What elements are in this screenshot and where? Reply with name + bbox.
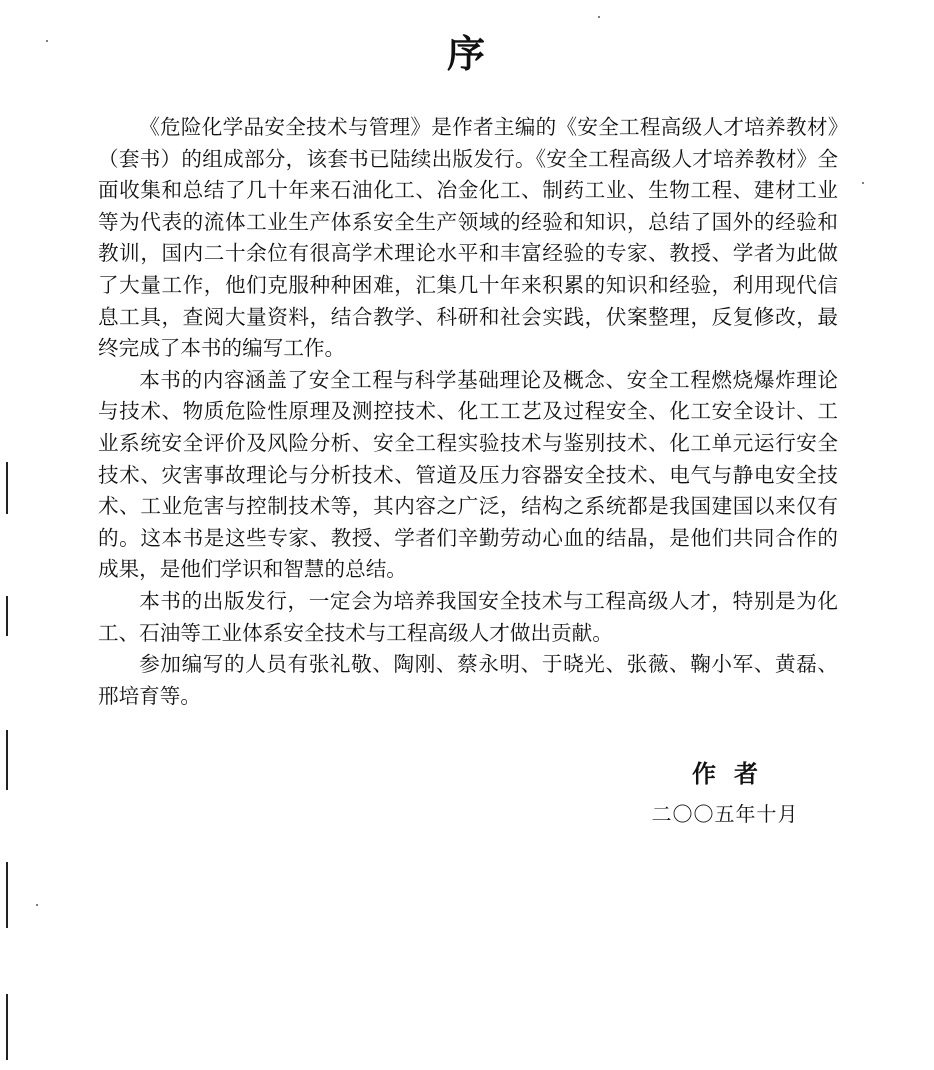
scan-edge-mark (6, 596, 8, 636)
scan-edge-mark (6, 462, 8, 514)
paragraph-1: 《危险化学品安全技术与管理》是作者主编的《安全工程高级人才培养教材》（套书）的组成部分，该套书已陆续出版发行。《安全工程高级人才培养教材》全面收集和总结了几十年来石油化工、冶金化工、制药工业、生物工程、建材工业等为代表的流体工业生产体系安全生产领域的经验和知识，总结了国外的经验和教训，国内二十余位有很高学术理论水平和丰富经验的专家、教授、学者为此做了大量工作，他们克服种种困难，汇集几十年来积累的知识和经验，利用现代信息工具，查阅大量资料，结合教学、科研和社会实践，伏案整理，反复修改，最终完成了本书的编写工作。 (98, 115, 838, 361)
preface-body (98, 112, 838, 712)
scan-edge-mark (6, 862, 8, 928)
scan-speck (598, 16, 600, 18)
paragraph-2: 本书的内容涵盖了安全工程与科学基础理论及概念、安全工程燃烧爆炸理论与技术、物质危险性原理及测控技术、化工工艺及过程安全、化工安全设计、工业系统安全评价及风险分析、安全工程实验技术与鉴别技术、化工单元运行安全技术、灾害事故理论与分析技术、管道及压力容器安全技术、电气与静电安全技术、工业危害与控制技术等，其内容之广泛，结构之系统都是我国建国以来仅有的。这本书是这些专家、教授、学者们辛勤劳动心血的结晶，是他们共同合作的成果，是他们学识和智慧的总结。 (98, 367, 838, 582)
scan-speck (36, 904, 38, 906)
signature-author: 作者 (692, 759, 776, 788)
paragraph-3: 本书的出版发行，一定会为培养我国安全技术与工程高级人才，特别是为化工、石油等工业体系安全技术与工程高级人才做出贡献。 (98, 588, 838, 645)
scan-edge-mark (6, 994, 8, 1060)
scan-speck (862, 182, 864, 184)
scan-edge-mark (6, 730, 8, 790)
signature-block (640, 758, 810, 830)
page-title: 序 (446, 32, 487, 76)
signature-date: 二〇〇五年十月 (651, 802, 799, 826)
paragraph-4: 参加编写的人员有张礼敬、陶刚、蔡永明、于晓光、张薇、鞠小军、黄磊、邢培育等。 (98, 652, 838, 708)
scan-speck (46, 40, 48, 42)
